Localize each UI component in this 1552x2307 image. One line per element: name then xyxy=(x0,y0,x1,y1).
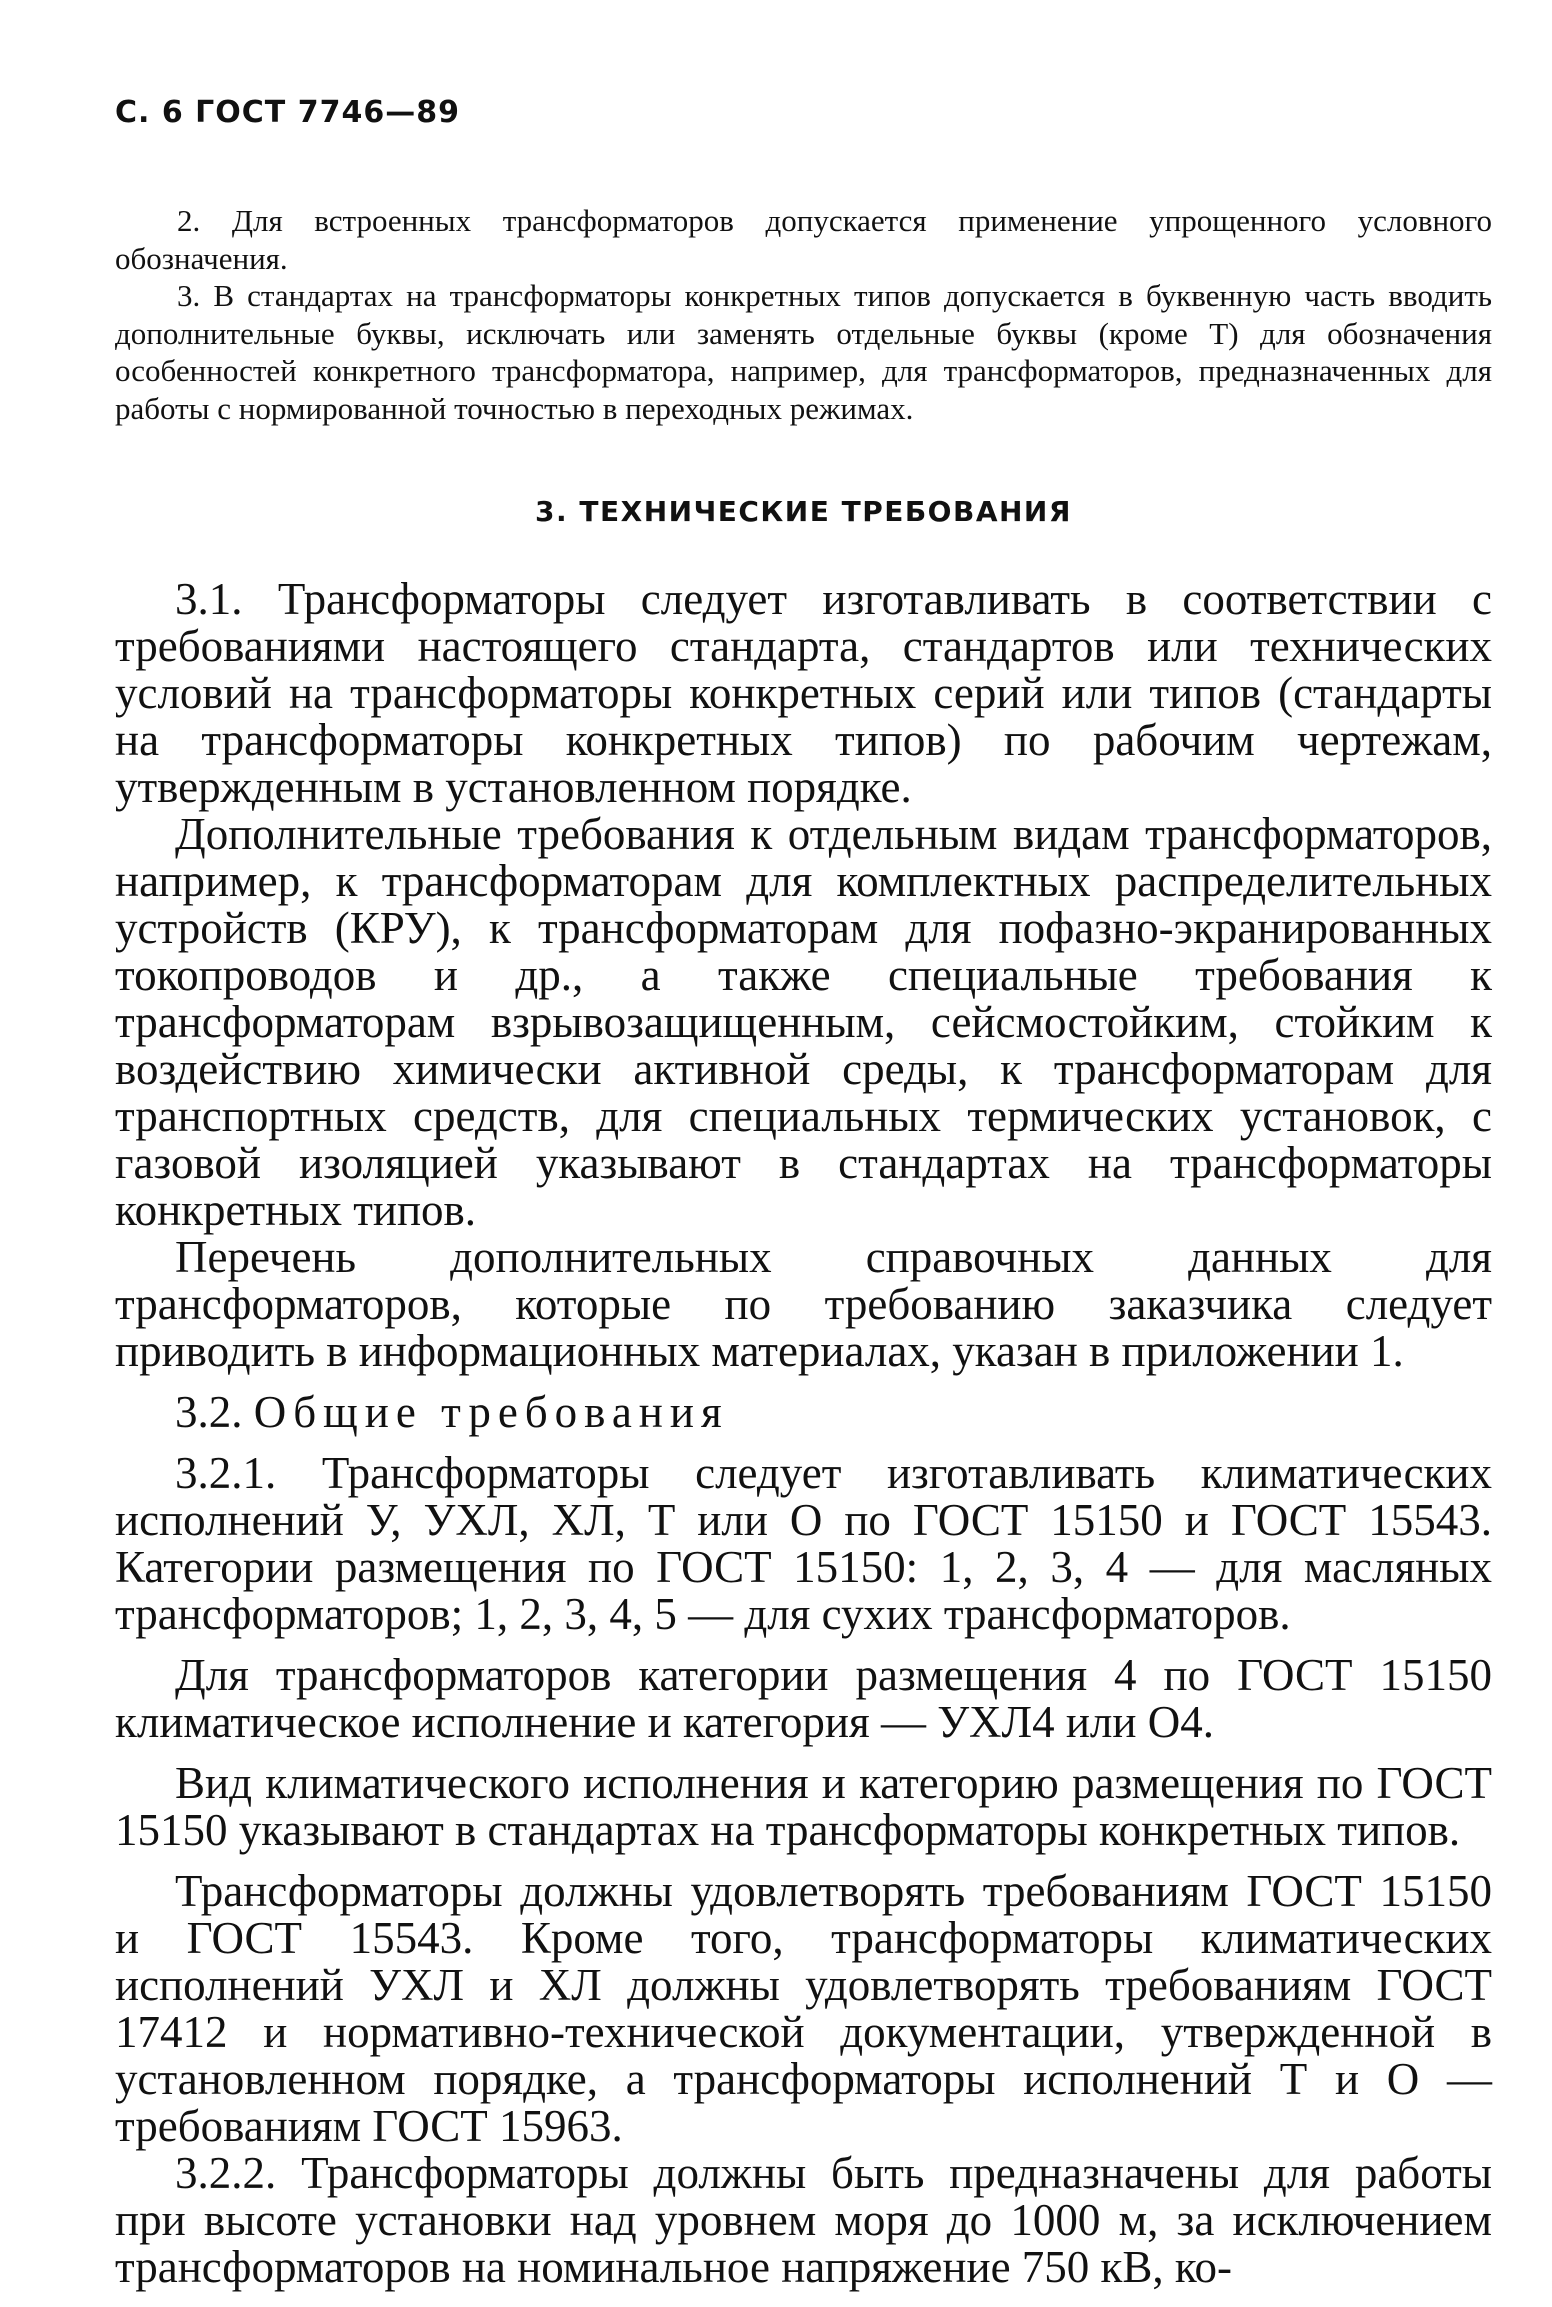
subsection-number: 3.2. xyxy=(175,1387,243,1437)
running-head: С. 6 ГОСТ 7746—89 xyxy=(115,95,460,130)
note-paragraph: 2. Для встроенных трансформаторов допускается применение упрощенного условного обозначения. xyxy=(115,203,1492,276)
body-paragraph: 3.2.1. Трансформаторы следует изготавливать климатических исполнений У, УХЛ, ХЛ, Т или О по ГОСТ 15150 и ГОСТ 15543. Категории размещения по ГОСТ 15150: 1, 2, 3, 4 — для масляных трансформаторов; 1, 2, 3, 4, 5 — для сухих трансформаторов. xyxy=(115,1448,1492,1639)
note-paragraph: 3. В стандартах на трансформаторы конкретных типов допускается в буквенную часть вводить дополнительные буквы, исключать или заменять отдельные буквы (кроме Т) для обозначения особенностей конкретного трансформатора, например, для трансформаторов, предназначенных для работы с нормированной точностью в переходных режимах. xyxy=(115,278,1492,426)
notes-block xyxy=(115,202,1492,427)
body-paragraph: Трансформаторы должны удовлетворять требованиям ГОСТ 15150 и ГОСТ 15543. Кроме того, трансформаторы климатических исполнений УХЛ и ХЛ должны удовлетворять требованиям ГОСТ 17412 и нормативно-технической документации, утвержденной в установленном порядке, а трансформаторы исполнений Т и О — требованиям ГОСТ 15963. xyxy=(115,1866,1492,2151)
body-paragraph: Для трансформаторов категории размещения 4 по ГОСТ 15150 климатическое исполнение и категория — УХЛ4 или О4. xyxy=(115,1650,1492,1747)
subsection-title: Общие требования xyxy=(253,1387,729,1437)
section-title: 3. ТЕХНИЧЕСКИЕ ТРЕБОВАНИЯ xyxy=(535,495,1072,528)
body-paragraph: Вид климатического исполнения и категорию размещения по ГОСТ 15150 указывают в стандартах на трансформаторы конкретных типов. xyxy=(115,1758,1492,1855)
body-paragraph: 3.1. Трансформаторы следует изготавливать в соответствии с требованиями настоящего стандарта, стандартов или технических условий на трансформаторы конкретных серий или типов (стандарты на трансформаторы конкретных типов) по рабочим чертежам, утвержденным в установленном порядке. xyxy=(115,574,1492,812)
body-paragraph: Перечень дополнительных справочных данных для трансформаторов, которые по требованию заказчика следует приводить в информационных материалах, указан в приложении 1. xyxy=(115,1232,1492,1376)
body-paragraph: Дополнительные требования к отдельным видам трансформаторов, например, к трансформаторам для комплектных распределительных устройств (КРУ), к трансформаторам для пофазно-экранированных токопроводов и др., а также специальные требования к трансформаторам взрывозащищенным, сейсмостойким, стойким к воздействию химически активной среды, к трансформаторам для транспортных средств, для специальных термических установок, с газовой изоляцией указывают в стандартах на трансформаторы конкретных типов. xyxy=(115,809,1492,1235)
subsection-heading xyxy=(115,1389,1492,1436)
body-paragraph: 3.2.2. Трансформаторы должны быть предназначены для работы при высоте установки над уровнем моря до 1000 м, за исключением трансформаторов на номинальное напряжение 750 кВ, ко- xyxy=(115,2148,1492,2292)
body-text xyxy=(115,576,1492,2291)
